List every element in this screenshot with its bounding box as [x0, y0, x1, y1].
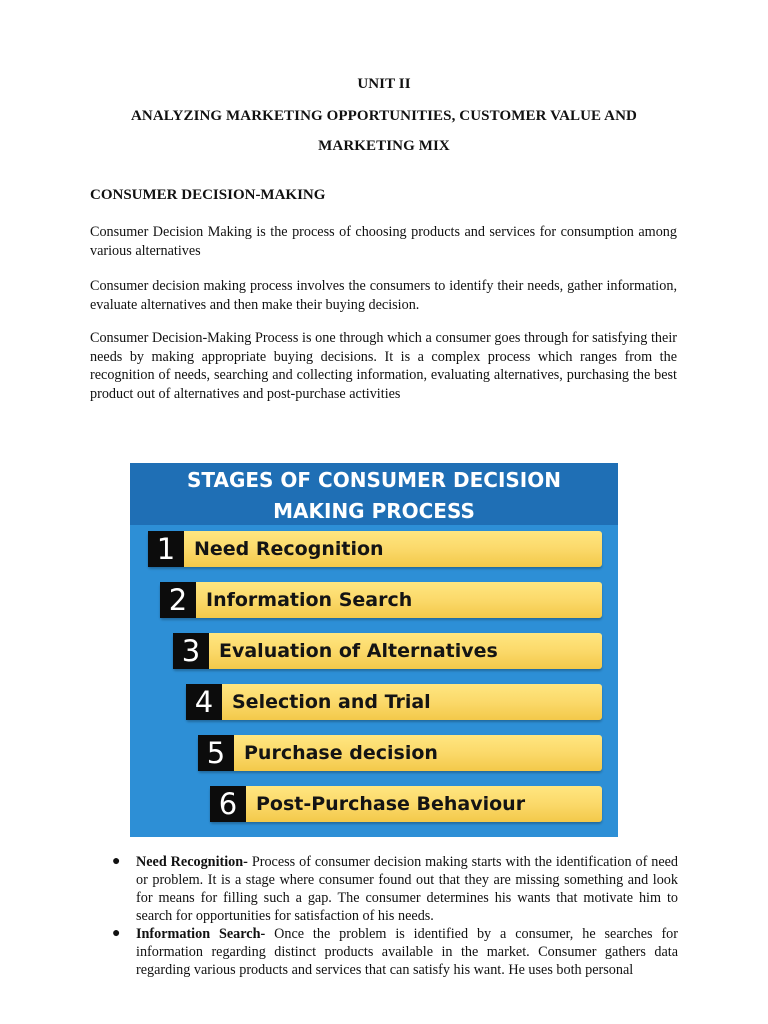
stage-number: 4 — [186, 684, 222, 720]
paragraph-description: Consumer Decision-Making Process is one through which a consumer goes through for satisfying their needs by making appropriate buying decisions. It is a complex process which ranges from the recognition of needs, searching and collecting information, evaluating alternatives, purchasing the best product out of alternatives and post-purchase activities — [90, 330, 677, 402]
paragraph-process: Consumer decision making process involves the consumers to identify their needs, gather information, evaluate alternatives and then make their buying decision. — [90, 278, 677, 313]
title-line-1: ANALYZING MARKETING OPPORTUNITIES, CUSTOMER VALUE AND — [131, 108, 637, 124]
list-item — [110, 853, 678, 925]
infographic-title — [130, 463, 618, 525]
paragraph-definition: Consumer Decision Making is the process of choosing products and services for consumption among various alternatives — [90, 224, 677, 259]
stage-label: Need Recognition — [194, 538, 384, 560]
section-heading: CONSUMER DECISION-MAKING — [90, 187, 326, 203]
bullet-term: Information Search- — [136, 926, 266, 942]
stages-bullet-list — [110, 853, 678, 979]
stage-number: 3 — [173, 633, 209, 669]
bullet-term: Need Recognition- — [136, 854, 248, 870]
stage-label: Evaluation of Alternatives — [219, 640, 498, 662]
stages-infographic — [130, 463, 618, 837]
stage-need-recognition — [148, 531, 602, 567]
stage-evaluation-of-alternatives — [173, 633, 602, 669]
list-item — [110, 925, 678, 979]
stage-label: Purchase decision — [244, 742, 438, 764]
stage-label: Selection and Trial — [232, 691, 431, 713]
stage-label: Post-Purchase Behaviour — [256, 793, 526, 815]
infographic-title-line-1: STAGES OF CONSUMER DECISION — [186, 468, 561, 492]
stage-purchase-decision — [198, 735, 602, 771]
stage-number: 5 — [198, 735, 234, 771]
bullet-text: Process of consumer decision making starts with the identification of need or problem. It is a stage where consumer found out that they are missing something and look for means for filling such a gap. The consumer determines his wants that motivate him to search for opportunities for satisfaction of his needs. — [136, 854, 679, 924]
stage-information-search — [160, 582, 602, 618]
bullet-icon: ● — [112, 854, 121, 869]
bullet-text: Once the problem is identified by a consumer, he searches for information regarding distinct products available in the market. Consumer gathers data regarding various products and services that can satisfy his want. He uses both personal — [136, 926, 678, 978]
unit-heading: UNIT II — [357, 76, 411, 92]
stage-post-purchase-behaviour — [210, 786, 602, 822]
bullet-icon: ● — [112, 926, 121, 941]
title-line-2: MARKETING MIX — [318, 138, 450, 154]
stage-label: Information Search — [206, 589, 413, 611]
stage-number: 2 — [160, 582, 196, 618]
stage-selection-and-trial — [186, 684, 602, 720]
stage-number: 6 — [210, 786, 246, 822]
stage-number: 1 — [148, 531, 184, 567]
infographic-title-line-2: MAKING PROCESS — [273, 499, 475, 523]
